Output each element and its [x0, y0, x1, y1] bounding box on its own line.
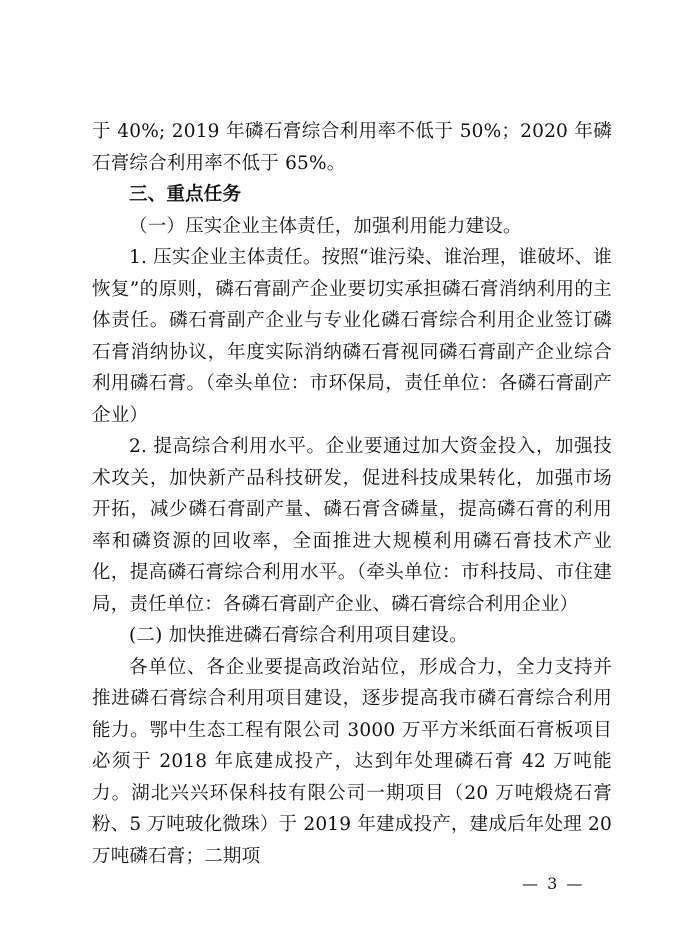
section-heading: 三、重点任务: [129, 184, 242, 205]
paragraph-continuation: 于 40%; 2019 年磷石膏综合利用率不低于 50%；2020 年磷石膏综合利用率不低于 65%。: [92, 121, 612, 174]
subsection-heading-2: (二) 加快推进磷石膏综合利用项目建设。: [129, 625, 468, 646]
paragraph-item-3: 各单位、各企业要提高政治站位，形成合力，全力支持并推进磷石膏综合利用项目建设，逐步提高我市磷石膏综合利用能力。鄂中生态工程有限公司 3000 万平方米纸面石膏板项目必须于 2018 年底建成投产，达到年处理磷石膏 42 万吨能力。湖北兴兴环保科技有限公司一期项目（20 万吨煅烧石膏粉、5 万吨玻化微珠）于 2019 年建成投产，建成后年处理 20 万吨磷石膏；二期项: [92, 656, 612, 867]
subsection-heading-1: （一）压实企业主体责任，加强利用能力建设。: [129, 215, 522, 237]
document-body: [92, 116, 612, 872]
page-number: — 3 —: [522, 874, 585, 893]
paragraph-item-2: 2. 提高综合利用水平。企业要通过加大资金投入，加强技术攻关，加快新产品科技研发，促进科技成果转化，加强市场开拓，减少磷石膏副产量、磷石膏含磷量，提高磷石膏的利用率和磷资源的回收率，全面推进大规模利用磷石膏技术产业化，提高磷石膏综合利用水平。（牵头单位：市科技局、市住建局，责任单位：各磷石膏副产企业、磷石膏综合利用企业）: [92, 436, 612, 615]
paragraph-item-1: 1. 压实企业主体责任。按照“谁污染、谁治理，谁破坏、谁恢复”的原则，磷石膏副产企业要切实承担磷石膏消纳利用的主体责任。磷石膏副产企业与专业化磷石膏综合利用企业签订磷石膏消纳协议，年度实际消纳磷石膏视同磷石膏副产企业综合利用磷石膏。（牵头单位：市环保局，责任单位：各磷石膏副产企业）: [92, 247, 612, 426]
